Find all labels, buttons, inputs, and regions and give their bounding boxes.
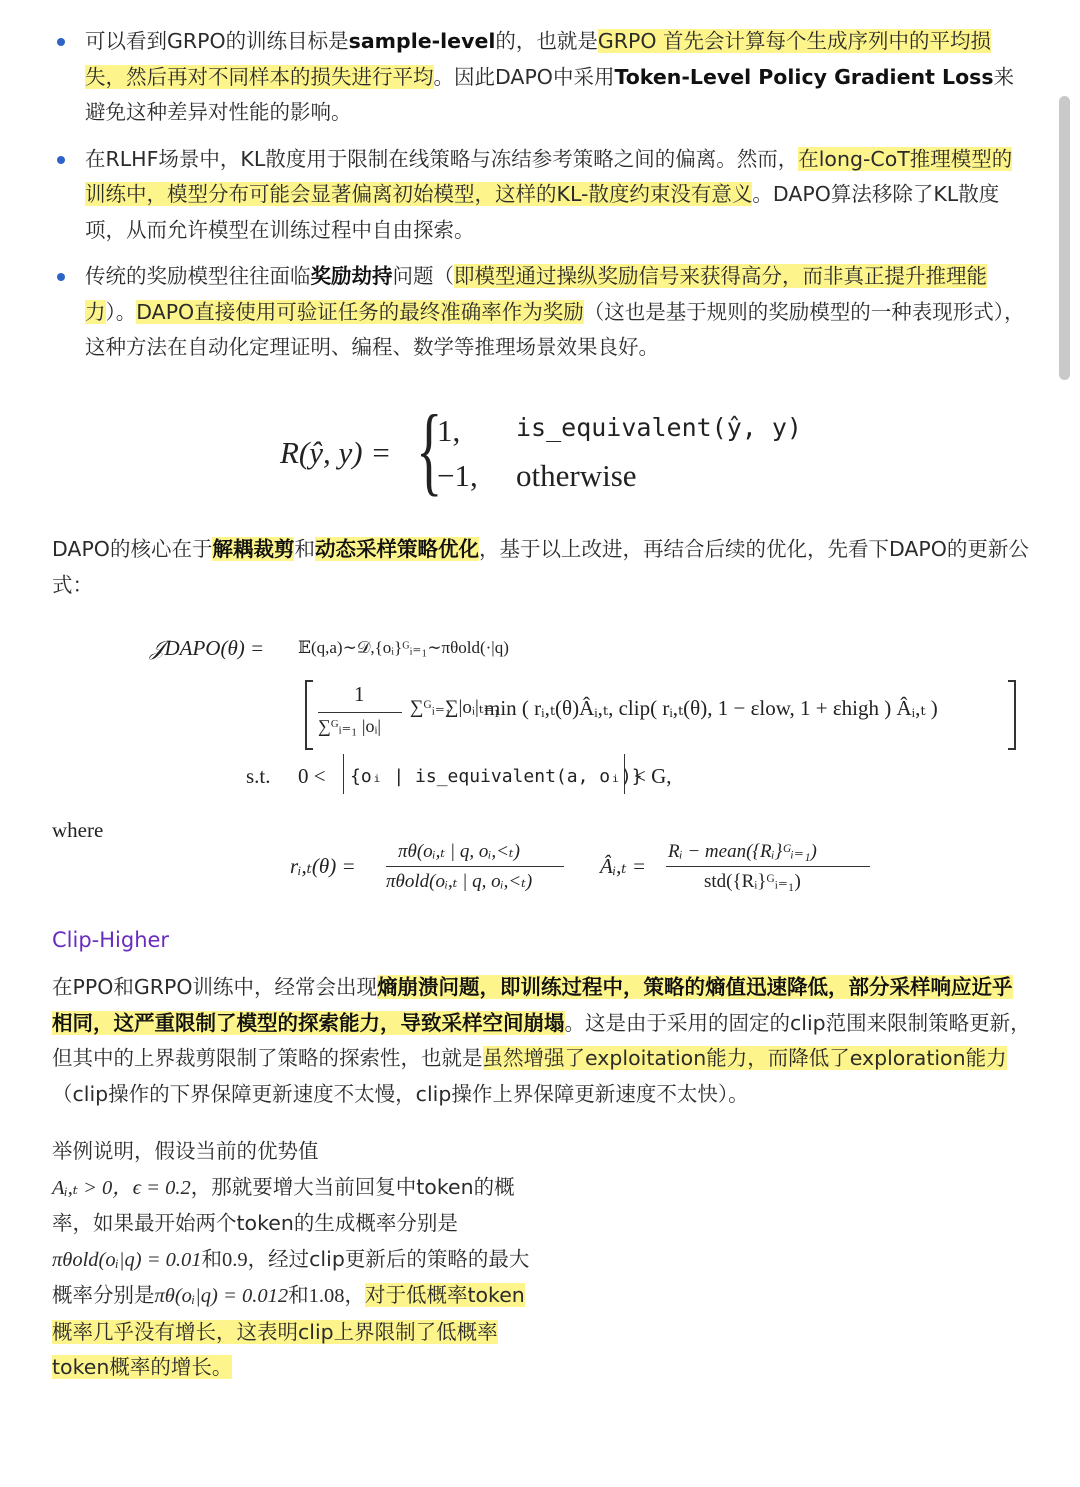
- brace-icon: {: [416, 394, 443, 505]
- objective-expectation: 𝔼(q,a)∼𝒟,{oᵢ}ᴳᵢ₌₁∼πθold(·|q): [298, 638, 509, 657]
- highlight: 解耦裁剪: [212, 537, 295, 561]
- constraint-upper: < G,: [634, 764, 672, 788]
- math-inline: 1.08: [308, 1285, 345, 1307]
- abs-bar-left: [343, 754, 344, 794]
- advantage-denominator: std({Rᵢ}ᴳᵢ₌₁): [704, 871, 801, 892]
- objective-lhs: 𝒥DAPO(θ) =: [150, 636, 265, 660]
- bullet-item-kl: 在RLHF场景中，KL散度用于限制在线策略与冻结参考策略之间的偏离。然而，在long-CoT推理模型的训练中，模型分布可能会显著偏离初始模型，这样的KL-散度约束没有意义。DAPO算法移除了KL散度项，从而允许模型在训练过程中自由探索。: [52, 142, 1032, 249]
- sum-over-tokens: ∑|oᵢ|ₜ₌₁: [445, 697, 501, 718]
- reward-formula: [280, 394, 840, 505]
- bullet-list: [52, 24, 1032, 366]
- where-label: where: [52, 818, 104, 842]
- bullet-item-reward: 传统的奖励模型往往面临奖励劫持问题（即模型通过操纵奖励信号来获得高分，而非真正提升推理能力）。DAPO直接使用可验证任务的最终准确率作为奖励（这也是基于规则的奖励模型的一种表现形式），这种方法在自动化定理证明、编程、数学等推理场景效果良好。: [52, 259, 1032, 366]
- definitions-formula: [290, 836, 910, 900]
- case2-value: −1,: [437, 458, 478, 493]
- highlight: 动态采样策略优化: [314, 537, 479, 561]
- core-paragraph: DAPO的核心在于解耦裁剪和动态采样策略优化，基于以上改进，再结合后续的优化，先看下DAPO的更新公式：: [52, 537, 1029, 597]
- bullet-dot-icon: [57, 156, 65, 164]
- highlight: 对于低概率token概率几乎没有增长，这表明clip上界限制了低概率token概率的增长。: [52, 1283, 525, 1379]
- left-bracket: [305, 680, 313, 750]
- math-inline: πθold(oᵢ|q) = 0.01: [52, 1248, 202, 1271]
- ratio-lhs: rᵢ,ₜ(θ) =: [290, 854, 356, 878]
- reward-lhs: R(ŷ, y) =: [280, 435, 392, 470]
- highlight: 虽然增强了exploitation能力，而降低了exploration能力: [482, 1046, 1007, 1070]
- math-inline: Aᵢ,ₜ > 0，ϵ = 0.2: [52, 1176, 191, 1199]
- constraint-set: {oᵢ | is_equivalent(a, oᵢ)}: [350, 766, 643, 787]
- highlight: GRPO 首先会计算每个生成序列中的平均损失，然后再对不同样本的损失进行平均: [85, 29, 992, 89]
- bullet-dot-icon: [57, 38, 65, 46]
- case1-value: 1,: [437, 413, 461, 448]
- advantage-numerator: Rᵢ − mean({Rᵢ}ᴳᵢ₌₁): [668, 841, 817, 862]
- highlight: DAPO直接使用可验证任务的最终准确率作为奖励: [136, 299, 584, 324]
- right-bracket: [1008, 680, 1016, 750]
- constraint-lower: 0 <: [298, 764, 326, 788]
- ratio-numerator: πθ(oᵢ,ₜ | q, oᵢ,<ₜ): [398, 841, 520, 862]
- fraction-numerator: 1: [354, 682, 365, 706]
- highlight: 即模型通过操纵奖励信号来获得高分，而非真正提升推理能力: [85, 264, 987, 324]
- ratio-denominator: πθold(oᵢ,ₜ | q, oᵢ,<ₜ): [386, 871, 533, 892]
- advantage-fraction-bar: [666, 866, 870, 867]
- sum-over-samples: ∑ᴳᵢ₌₁: [410, 697, 452, 718]
- fraction-denominator: ∑ᴳᵢ₌₁ |oᵢ|: [318, 716, 381, 736]
- math-inline: πθ(oᵢ|q) = 0.012: [154, 1285, 289, 1307]
- advantage-lhs: Âᵢ,ₜ =: [600, 854, 646, 878]
- case2-condition: otherwise: [516, 458, 637, 493]
- abs-bar-right: [624, 754, 625, 794]
- min-clip-expression: min ( rᵢ,ₜ(θ)Âᵢ,ₜ, clip( rᵢ,ₜ(θ), 1 − εlow, 1 + εhigh ) Âᵢ,ₜ ): [484, 696, 938, 720]
- bullet-item-loss: 可以看到GRPO的训练目标是sample-level的，也就是GRPO 首先会计算每个生成序列中的平均损失，然后再对不同样本的损失进行平均。因此DAPO中采用Token-Level Policy Gradient Loss来避免这种差异对性能的影响。: [52, 24, 1032, 131]
- math-inline: 0.9: [222, 1248, 248, 1271]
- bullet-dot-icon: [57, 273, 65, 281]
- fraction-bar: [318, 712, 402, 713]
- clip-paragraph: 在PPO和GRPO训练中，经常会出现熵崩溃问题，即训练过程中，策略的熵值迅速降低，部分采样响应近乎相同，这严重限制了模型的探索能力，导致采样空间崩塌。这是由于采用的固定的clip范围来限制策略更新，但其中的上界裁剪限制了策略的探索性，也就是虽然增强了exploitation能力，而降低了exploration能力（clip操作的下界保障更新速度不太慢，clip操作上界保障更新速度不太快）。: [52, 975, 1031, 1106]
- case1-condition: is_equivalent(ŷ, y): [516, 413, 802, 442]
- section-heading: Clip-Higher: [52, 928, 170, 952]
- highlight: 在long-CoT推理模型的训练中，模型分布可能会显著偏离初始模型，这样的KL-散度约束没有意义: [85, 146, 1013, 206]
- highlight: 熵崩溃问题，即训练过程中，策略的熵值迅速降低，部分采样响应近乎相同，这严重限制了模型的探索能力，导致采样空间崩塌: [52, 975, 1013, 1035]
- scrollbar-thumb[interactable]: [1059, 96, 1070, 380]
- ratio-fraction-bar: [386, 866, 564, 867]
- constraint-label: s.t.: [246, 764, 271, 788]
- example-paragraph: 举例说明，假设当前的优势值 Aᵢ,ₜ > 0，ϵ = 0.2，那就要增大当前回复中token的概率，如果最开始两个token的生成概率分别是πθold(oᵢ|q) = 0.01和0.9，经过clip更新后的策略的最大概率分别是πθ(oᵢ|q) = 0.012和1.08，对于低概率token概率几乎没有增长，这表明clip上界限制了低概率token概率的增长。: [52, 1139, 530, 1379]
- dapo-objective-formula: [150, 630, 1040, 800]
